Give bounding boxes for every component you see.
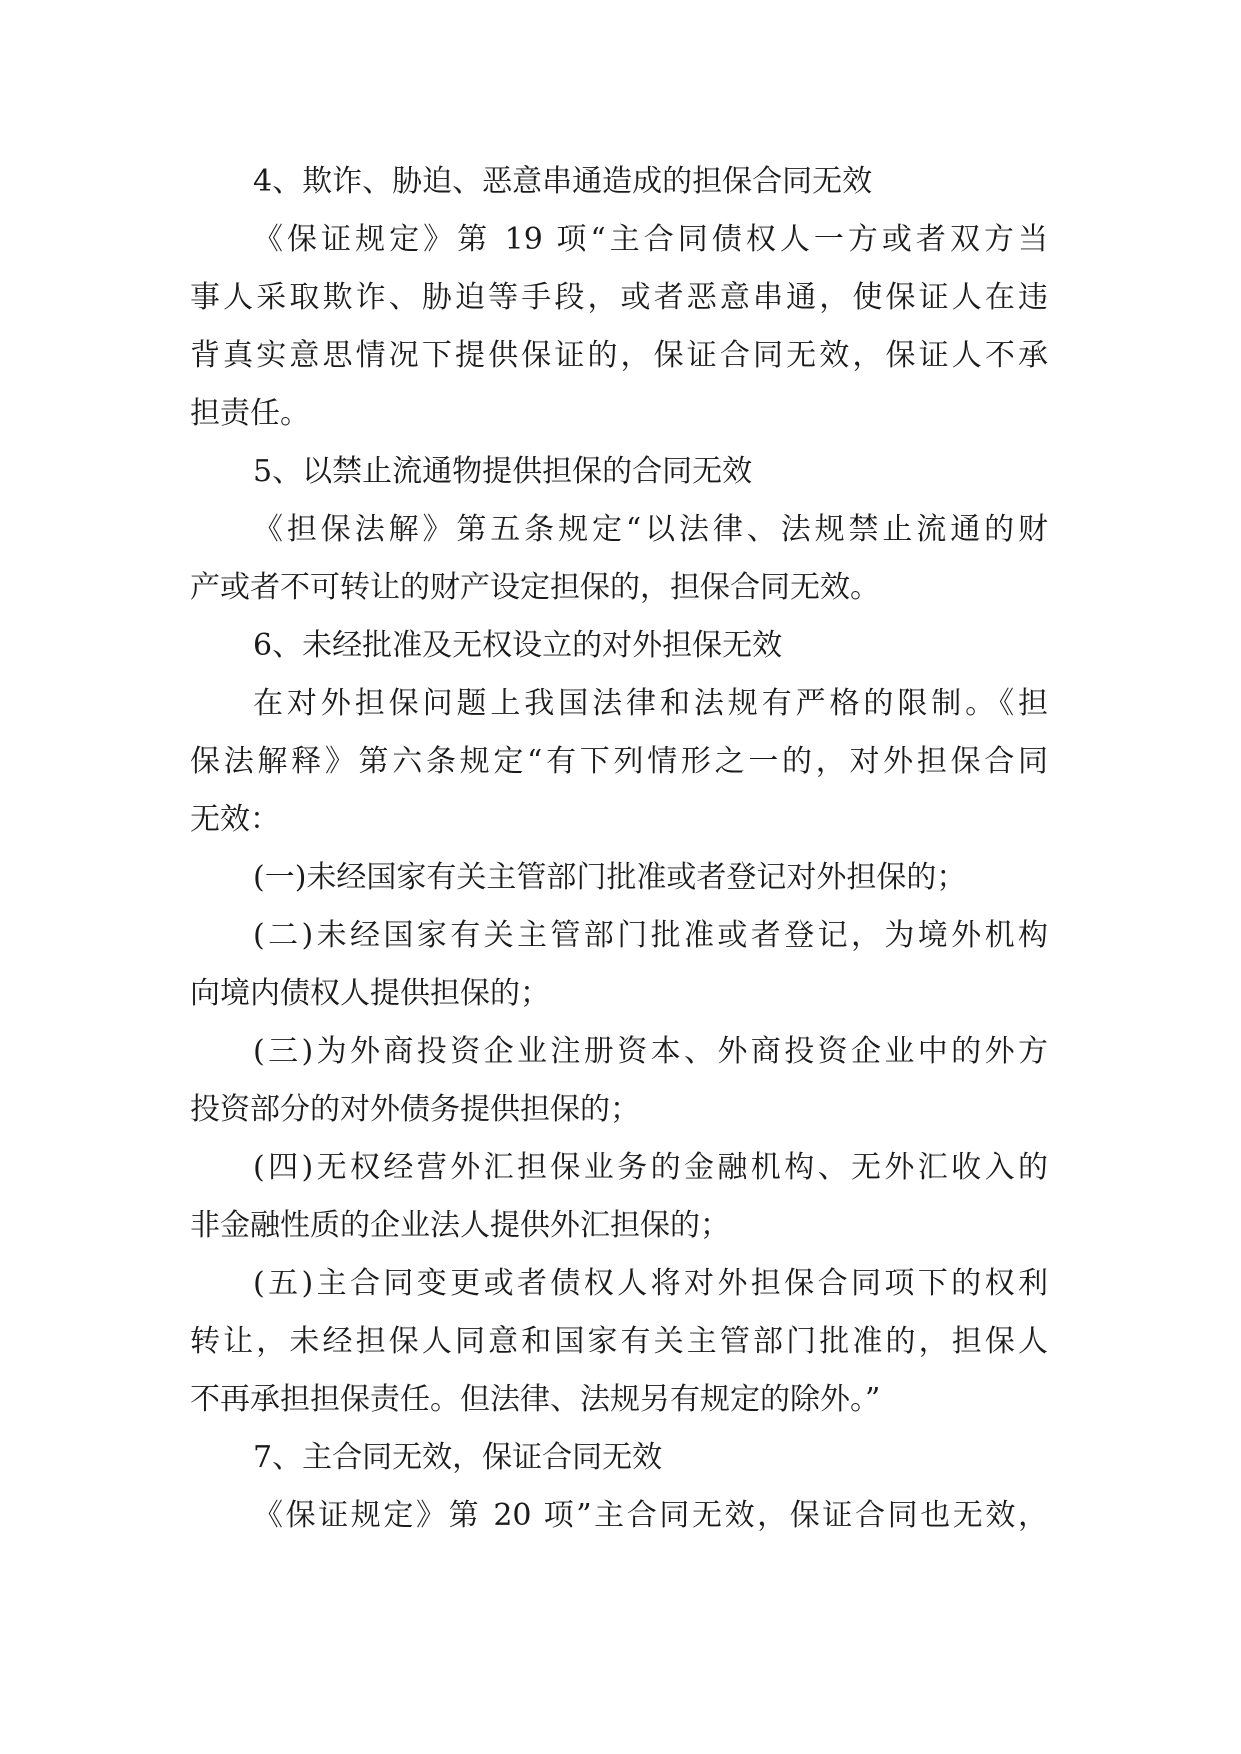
paragraph-line: 产或者不可转让的财产设定担保的，担保合同无效。: [190, 570, 880, 605]
heading-item-4: 4、欺诈、胁迫、恶意串通造成的担保合同无效: [253, 164, 873, 199]
paragraph-line: 不再承担担保责任。但法律、法规另有规定的除外。”: [190, 1382, 881, 1417]
paragraph-line: 《保证规定》第 19 项“主合同债权人一方或者双方当: [253, 222, 1048, 257]
paragraph-line: 非金融性质的企业法人提供外汇担保的；: [190, 1208, 730, 1243]
paragraph-line: 背真实意思情况下提供保证的，保证合同无效，保证人不承: [190, 338, 1048, 373]
paragraph-line: 向境内债权人提供担保的；: [190, 976, 550, 1011]
paragraph-line: 在对外担保问题上我国法律和法规有严格的限制。《担: [253, 686, 1048, 721]
list-item-3: (三)为外商投资企业注册资本、外商投资企业中的外方: [253, 1034, 1048, 1069]
paragraph-line: 《保证规定》第 20 项”主合同无效，保证合同也无效，: [253, 1498, 1048, 1533]
paragraph-line: 保法解释》第六条规定“有下列情形之一的，对外担保合同: [190, 744, 1048, 779]
list-item-5: (五)主合同变更或者债权人将对外担保合同项下的权利: [253, 1266, 1048, 1301]
list-item-2: (二)未经国家有关主管部门批准或者登记，为境外机构: [253, 918, 1048, 953]
paragraph-line: 转让，未经担保人同意和国家有关主管部门批准的，担保人: [190, 1324, 1048, 1359]
heading-item-6: 6、未经批准及无权设立的对外担保无效: [253, 628, 783, 663]
paragraph-line: 事人采取欺诈、胁迫等手段，或者恶意串通，使保证人在违: [190, 280, 1048, 315]
paragraph-line: 无效：: [190, 802, 280, 837]
list-item-4: (四)无权经营外汇担保业务的金融机构、无外汇收入的: [253, 1150, 1048, 1185]
paragraph-line: 《担保法解》第五条规定“以法律、法规禁止流通的财: [253, 512, 1048, 547]
paragraph-line: 投资部分的对外债务提供担保的；: [190, 1092, 640, 1127]
paragraph-line: 担责任。: [190, 396, 310, 431]
list-item-1: (一)未经国家有关主管部门批准或者登记对外担保的；: [253, 860, 967, 895]
heading-item-5: 5、以禁止流通物提供担保的合同无效: [253, 454, 753, 489]
heading-item-7: 7、主合同无效，保证合同无效: [253, 1440, 663, 1475]
